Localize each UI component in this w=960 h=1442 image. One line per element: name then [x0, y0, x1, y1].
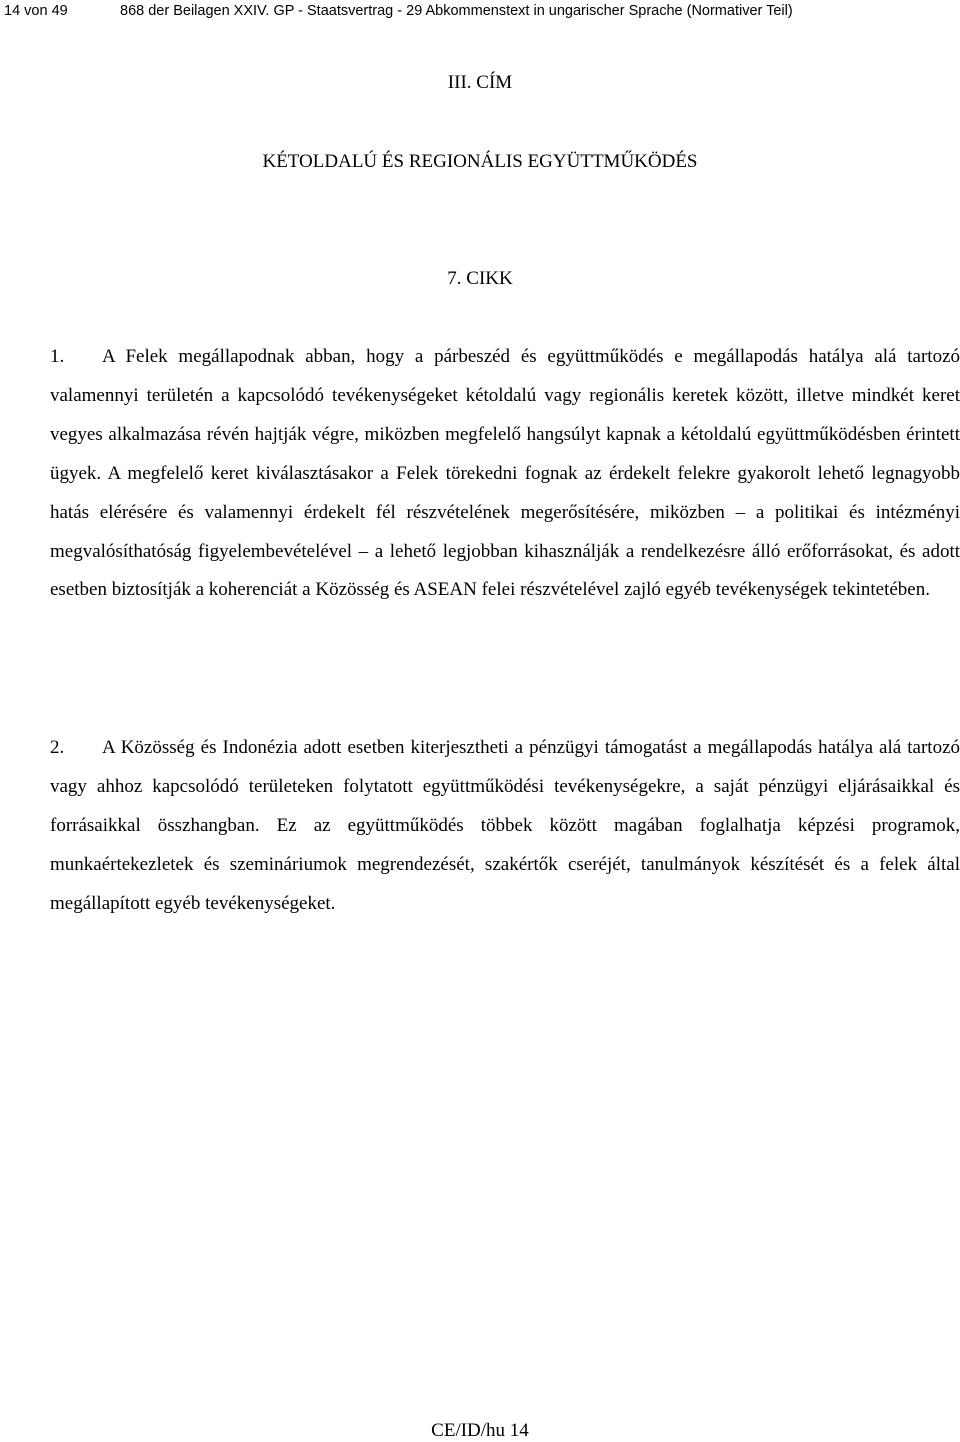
page-footer: CE/ID/hu 14 [431, 1420, 529, 1441]
page-count: 14 von 49 [4, 3, 68, 19]
paragraph-2 [50, 729, 960, 924]
title-name: KÉTOLDALÚ ÉS REGIONÁLIS EGYÜTTMŰKÖDÉS [262, 151, 698, 172]
paragraph-text: A Felek megállapodnak abban, hogy a párbeszéd és együttműködés e megállapodás hatálya alá tartozó valamennyi területén a kapcsolódó tevékenységeket kétoldalú vagy regionális keretek között, illetve mindkét keret vegyes alkalmazása révén hajtják végre, miközben megfelelő hangsúlyt kapnak a kétoldalú együttműködésben érintett ügyek. A megfelelő keret kiválasztásakor a Felek törekedni fognak az érdekelt felekre gyakorolt lehető legnagyobb hatás elérésére és valamennyi érdekelt fél részvételének megerősítésére, miközben – a politikai és intézményi megvalósíthatóság figyelembevételével – a lehető legjobban kihasználják a rendelkezésre álló erőforrásokat, és adott esetben biztosítják a koherenciát a Közösség és ASEAN felei részvételével zajló egyéb tevékenységek tekintetében. [50, 346, 960, 601]
paragraph-number: 1. [50, 346, 65, 367]
running-header [4, 0, 793, 22]
title-number: III. CÍM [447, 72, 513, 93]
paragraph-1 [50, 338, 960, 610]
document-reference: 868 der Beilagen XXIV. GP - Staatsvertrag - 29 Abkommenstext in ungarischer Sprache (Normativer Teil) [120, 3, 793, 19]
article-heading: 7. CIKK [447, 268, 513, 289]
paragraph-text: A Közösség és Indonézia adott esetben kiterjesztheti a pénzügyi támogatást a megállapodás hatálya alá tartozó vagy ahhoz kapcsolódó területeken folytatott együttműködési tevékenységekre, a saját pénzügyi eljárásaikkal és forrásaikkal összhangban. Ez az együttműködés többek között magában foglalhatja képzési programok, munkaértekezletek és szemináriumok megrendezését, szakértők cseréjét, tanulmányok készítését és a felek által megállapított egyéb tevékenységeket. [50, 737, 960, 914]
paragraph-number: 2. [50, 737, 65, 758]
